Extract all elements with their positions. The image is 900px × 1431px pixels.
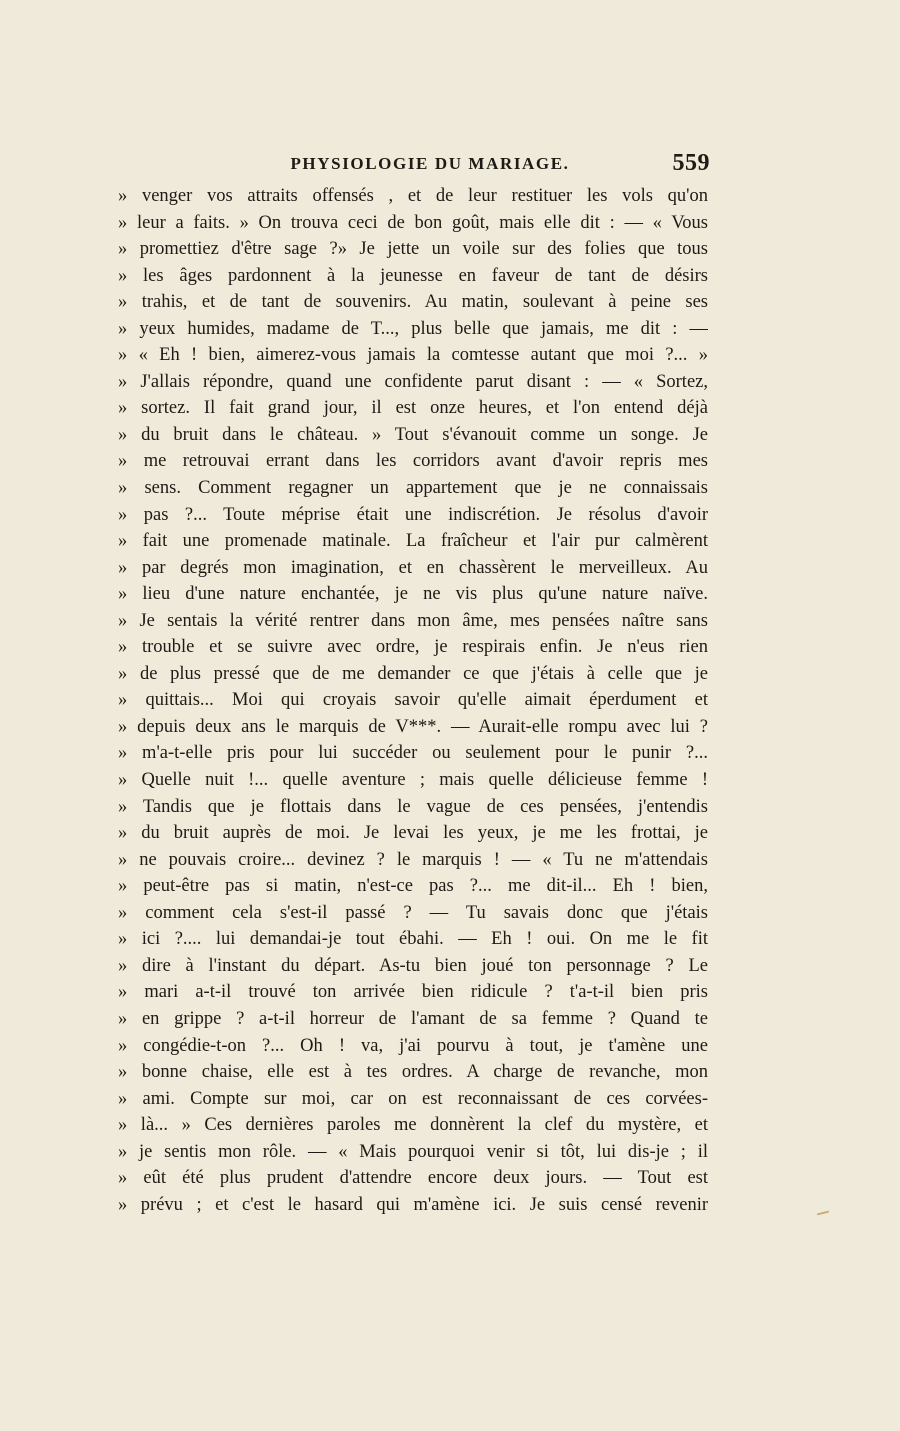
text-line: » je sentis mon rôle. — « Mais pourquoi venir si tôt, lui dis-je ; il bbox=[118, 1141, 708, 1162]
text-line: » les âges pardonnent à la jeunesse en faveur de tant de désirs bbox=[118, 265, 708, 286]
text-line: » ici ?.... lui demandai-je tout ébahi. — Eh ! oui. On me le fit bbox=[118, 929, 708, 950]
text-line: » en grippe ? a-t-il horreur de l'amant de sa femme ? Quand te bbox=[118, 1008, 708, 1029]
running-title: PHYSIOLOGIE DU MARIAGE. bbox=[290, 154, 570, 173]
running-head bbox=[120, 150, 710, 180]
text-line: » eût été plus prudent d'attendre encore deux jours. — Tout est bbox=[118, 1168, 708, 1189]
text-line: » mari a-t-il trouvé ton arrivée bien ridicule ? t'a-t-il bien pris bbox=[118, 982, 708, 1003]
text-line: » sortez. Il fait grand jour, il est onze heures, et l'on entend déjà bbox=[118, 398, 708, 419]
text-line: » ami. Compte sur moi, car on est reconnaissant de ces corvées- bbox=[118, 1088, 708, 1109]
body-text bbox=[118, 183, 708, 1218]
text-line: » m'a-t-elle pris pour lui succéder ou seulement pour le punir ?... bbox=[118, 743, 708, 764]
page-number: 559 bbox=[672, 150, 710, 176]
text-line: » J'allais répondre, quand une confidente parut disant : — « Sortez, bbox=[118, 371, 708, 392]
text-line: » du bruit dans le château. » Tout s'évanouit comme un songe. Je bbox=[118, 424, 708, 445]
text-line: » fait une promenade matinale. La fraîcheur et l'air pur calmèrent bbox=[118, 531, 708, 552]
text-line: » « Eh ! bien, aimerez-vous jamais la comtesse autant que moi ?... » bbox=[118, 345, 708, 366]
text-line: » pas ?... Toute méprise était une indiscrétion. Je résolus d'avoir bbox=[118, 504, 708, 525]
text-line: » depuis deux ans le marquis de V***. — Aurait-elle rompu avec lui ? bbox=[118, 716, 708, 737]
text-line: » quittais... Moi qui croyais savoir qu'elle aimait éperdument et bbox=[118, 690, 708, 711]
text-line: » promettiez d'être sage ?» Je jette un voile sur des folies que tous bbox=[118, 239, 708, 260]
text-line: » congédie-t-on ?... Oh ! va, j'ai pourvu à tout, je t'amène une bbox=[118, 1035, 708, 1056]
margin-mark bbox=[817, 1211, 829, 1216]
text-line: » prévu ; et c'est le hasard qui m'amène ici. Je suis censé revenir bbox=[118, 1194, 708, 1215]
text-line: » comment cela s'est-il passé ? — Tu savais donc que j'étais bbox=[118, 902, 708, 923]
text-line: » me retrouvai errant dans les corridors avant d'avoir repris mes bbox=[118, 451, 708, 472]
text-line: » yeux humides, madame de T..., plus belle que jamais, me dit : — bbox=[118, 318, 708, 339]
text-line: » du bruit auprès de moi. Je levai les yeux, je me les frottai, je bbox=[118, 823, 708, 844]
text-line: » sens. Comment regagner un appartement que je ne connaissais bbox=[118, 478, 708, 499]
text-line: » lieu d'une nature enchantée, je ne vis plus qu'une nature naïve. bbox=[118, 584, 708, 605]
text-line: » là... » Ces dernières paroles me donnèrent la clef du mystère, et bbox=[118, 1115, 708, 1136]
text-line: » Je sentais la vérité rentrer dans mon âme, mes pensées naître sans bbox=[118, 610, 708, 631]
text-line: » trahis, et de tant de souvenirs. Au matin, soulevant à peine ses bbox=[118, 292, 708, 313]
text-line: » dire à l'instant du départ. As-tu bien joué ton personnage ? Le bbox=[118, 955, 708, 976]
text-line: » Quelle nuit !... quelle aventure ; mais quelle délicieuse femme ! bbox=[118, 770, 708, 791]
text-line: » bonne chaise, elle est à tes ordres. A charge de revanche, mon bbox=[118, 1062, 708, 1083]
text-line: » venger vos attraits offensés , et de leur restituer les vols qu'on bbox=[118, 186, 708, 206]
text-line: » ne pouvais croire... devinez ? le marquis ! — « Tu ne m'attendais bbox=[118, 849, 708, 870]
text-line: » de plus pressé que de me demander ce que j'étais à celle que je bbox=[118, 663, 708, 684]
text-line: » par degrés mon imagination, et en chassèrent le merveilleux. Au bbox=[118, 557, 708, 578]
text-line: » leur a faits. » On trouva ceci de bon goût, mais elle dit : — « Vous bbox=[118, 212, 708, 233]
text-line: » trouble et se suivre avec ordre, je respirais enfin. Je n'eus rien bbox=[118, 637, 708, 658]
text-line: » Tandis que je flottais dans le vague de ces pensées, j'entendis bbox=[118, 796, 708, 817]
text-line: » peut-être pas si matin, n'est-ce pas ?... me dit-il... Eh ! bien, bbox=[118, 876, 708, 897]
